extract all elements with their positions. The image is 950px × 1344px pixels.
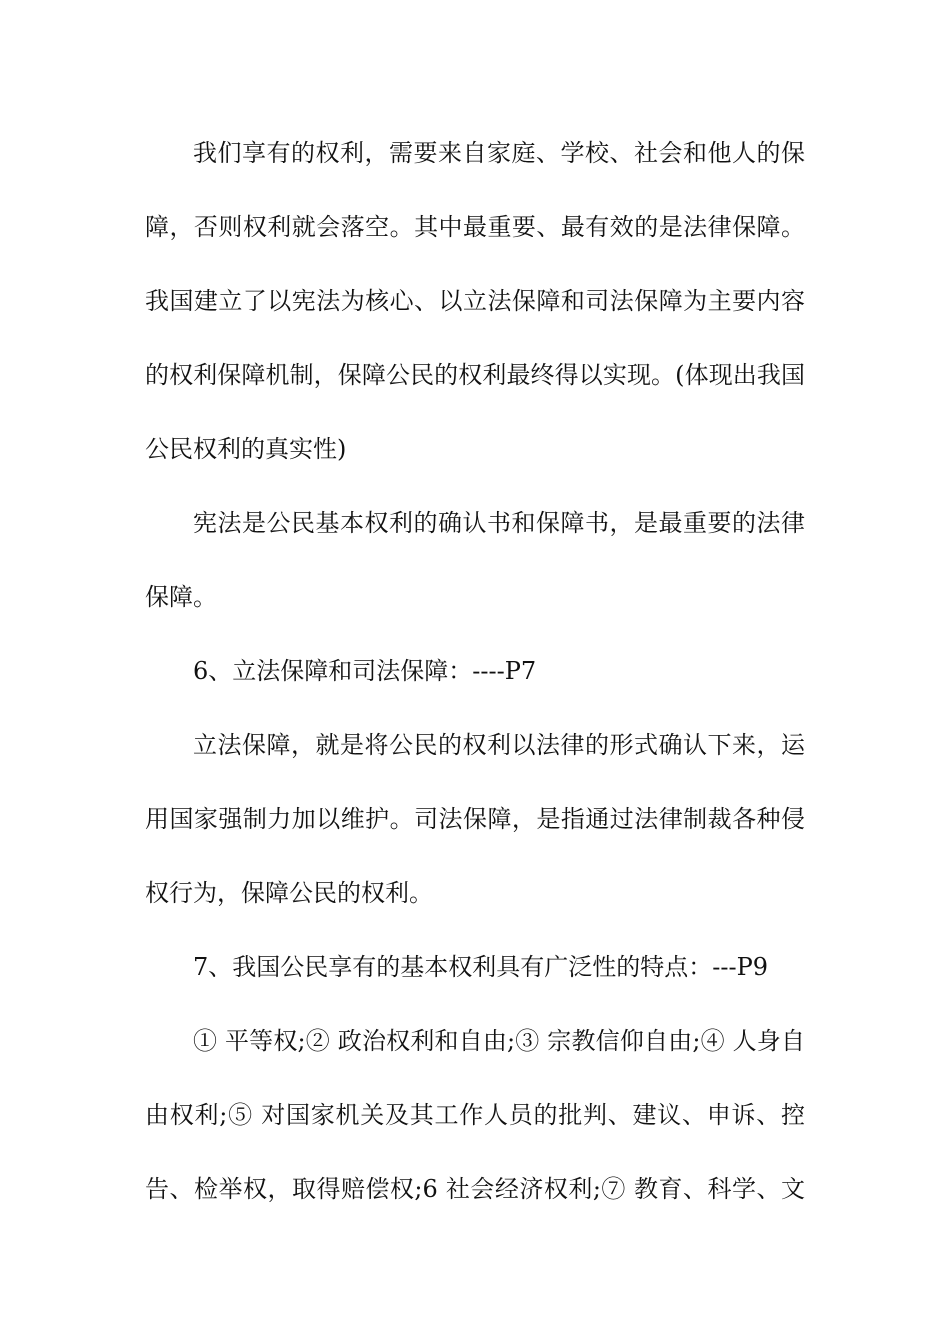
paragraph-line: 公民权利的真实性)	[145, 435, 347, 463]
section-heading: 7、我国公民享有的基本权利具有广泛性的特点：---P9	[193, 953, 769, 981]
paragraph-line: 权行为，保障公民的权利。	[145, 879, 433, 907]
paragraph-line: 障，否则权利就会落空。其中最重要、最有效的是法律保障。	[145, 213, 805, 241]
paragraph-line: 我国建立了以宪法为核心、以立法保障和司法保障为主要内容	[145, 287, 805, 315]
paragraph-line: 保障。	[145, 583, 217, 611]
section-heading: 6、立法保障和司法保障：----P7	[193, 657, 537, 685]
paragraph-line: 的权利保障机制，保障公民的权利最终得以实现。(体现出我国	[145, 361, 805, 389]
paragraph-line: 宪法是公民基本权利的确认书和保障书，是最重要的法律	[193, 509, 805, 537]
paragraph-line: 立法保障，就是将公民的权利以法律的形式确认下来，运	[193, 731, 805, 759]
paragraph-line: ① 平等权;② 政治权利和自由;③ 宗教信仰自由;④ 人身自	[193, 1027, 805, 1055]
paragraph-line: 告、检举权，取得赔偿权;6 社会经济权利;⑦ 教育、科学、文	[145, 1175, 805, 1203]
paragraph-line: 由权利;⑤ 对国家机关及其工作人员的批判、建议、申诉、控	[145, 1101, 805, 1129]
paragraph-line: 我们享有的权利，需要来自家庭、学校、社会和他人的保	[193, 139, 805, 167]
paragraph-line: 用国家强制力加以维护。司法保障，是指通过法律制裁各种侵	[145, 805, 805, 833]
